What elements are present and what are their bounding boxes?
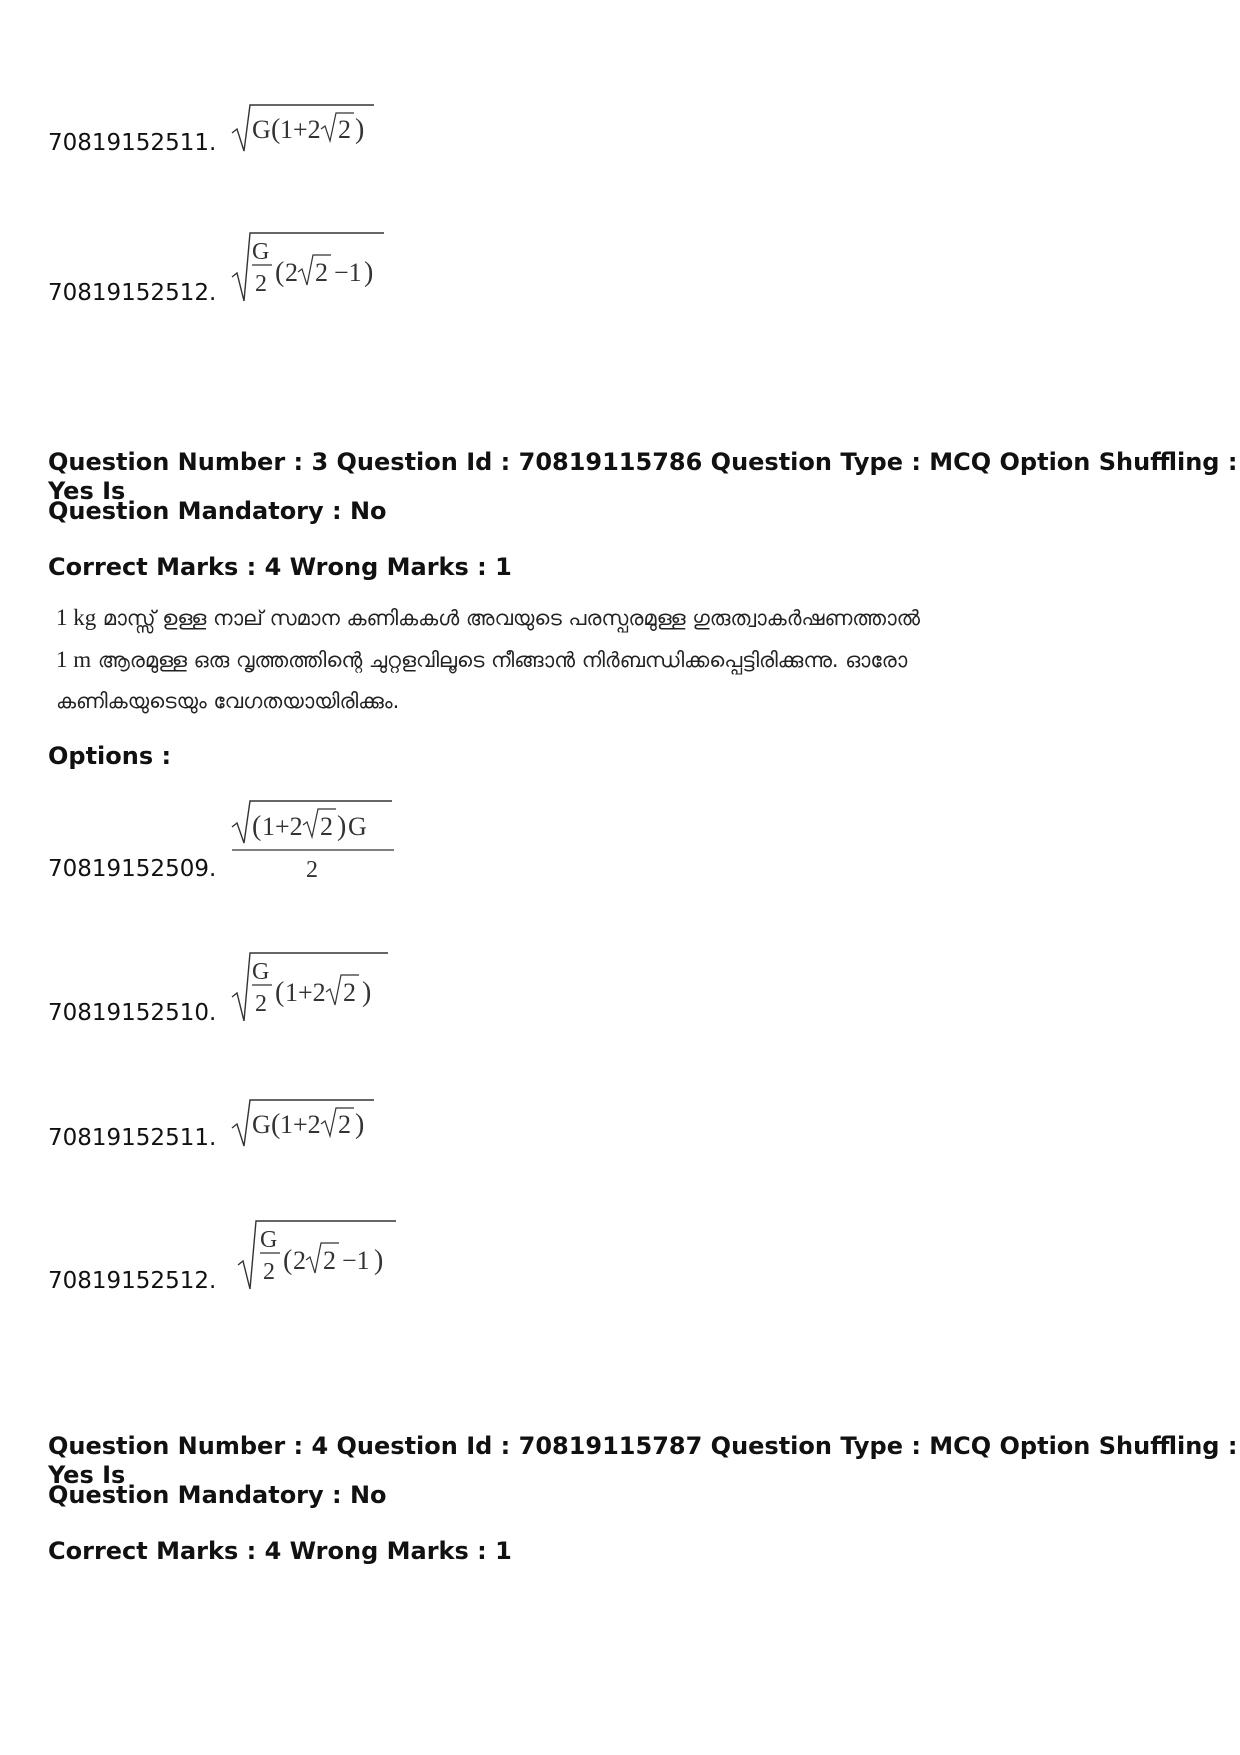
- svg-text:G: G: [252, 239, 270, 265]
- svg-text:(: (: [271, 114, 281, 145]
- svg-text:2: 2: [263, 1259, 276, 1285]
- option-id: 70819152510.: [48, 1000, 217, 1026]
- svg-text:(: (: [275, 257, 285, 288]
- svg-text:G: G: [252, 115, 272, 144]
- svg-text:2: 2: [293, 1246, 307, 1275]
- option-70819152511-top: [48, 95, 378, 155]
- q3-options-label: Options :: [48, 742, 172, 770]
- svg-text:1+2: 1+2: [280, 115, 321, 144]
- svg-text:(: (: [252, 811, 262, 842]
- svg-text:2: 2: [320, 812, 334, 841]
- svg-text:): ): [362, 977, 372, 1008]
- svg-text:): ): [364, 257, 374, 288]
- svg-text:(: (: [283, 1245, 293, 1276]
- option-id: 70819152512.: [48, 280, 217, 306]
- svg-text:1+2: 1+2: [285, 978, 326, 1007]
- svg-text:): ): [374, 1245, 384, 1276]
- q3-header-line2: Question Mandatory : No: [48, 497, 387, 525]
- svg-text:G: G: [252, 1110, 272, 1139]
- svg-text:(: (: [275, 977, 285, 1008]
- q3-text-line-2: 1 m ആരമുള്ള ഒരു വൃത്തത്തിന്റെ ചുറ്റളവിലൂടെ നീങ്ങാൻ നിർബന്ധിക്കപ്പെട്ടിരിക്കുന്നു. ഓരോ: [56, 647, 908, 672]
- q4-header-line2: Question Mandatory : No: [48, 1481, 387, 1509]
- option-id: 70819152511.: [48, 1125, 217, 1151]
- svg-text:2: 2: [343, 978, 357, 1007]
- svg-text:1+2: 1+2: [262, 812, 303, 841]
- option-id: 70819152511.: [48, 130, 217, 156]
- svg-text:2: 2: [285, 258, 299, 287]
- option-formula: [228, 795, 398, 881]
- q3-header-line1: Question Number : 3 Question Id : 70819115786 Question Type : MCQ Option Shuffling : Yes Is: [48, 448, 1238, 505]
- q4-header-line1: Question Number : 4 Question Id : 70819115787 Question Type : MCQ Option Shuffling : Yes Is: [48, 1432, 1238, 1489]
- svg-text:2: 2: [315, 258, 329, 287]
- svg-text:(: (: [271, 1109, 281, 1140]
- svg-text:G: G: [260, 1227, 278, 1253]
- svg-text:2: 2: [323, 1246, 337, 1275]
- svg-text:2: 2: [306, 857, 319, 881]
- svg-text:2: 2: [255, 991, 268, 1017]
- q3-marks: Correct Marks : 4 Wrong Marks : 1: [48, 553, 512, 581]
- option-formula: [228, 1090, 378, 1150]
- svg-text:): ): [355, 114, 365, 145]
- option-70819152510: [48, 945, 393, 1025]
- option-formula: [228, 95, 378, 155]
- option-id: 70819152512.: [48, 1268, 217, 1294]
- svg-text:2: 2: [338, 1110, 352, 1139]
- option-formula: [228, 225, 388, 305]
- q4-marks: Correct Marks : 4 Wrong Marks : 1: [48, 1537, 512, 1565]
- svg-text:): ): [337, 811, 347, 842]
- svg-text:1+2: 1+2: [280, 1110, 321, 1139]
- svg-text:2: 2: [338, 115, 352, 144]
- q3-text-line-1: 1 kg മാസ്സ് ഉള്ള നാല് സമാന കണികകൾ അവയുടെ പരസ്പരമുള്ള ഗുരുത്വാകർഷണത്താൽ: [56, 605, 921, 630]
- svg-text:G: G: [348, 812, 368, 841]
- option-70819152509: [48, 795, 398, 881]
- svg-text:): ): [355, 1109, 365, 1140]
- option-id: 70819152509.: [48, 856, 217, 882]
- option-formula: [228, 945, 393, 1025]
- option-70819152512-top: [48, 225, 388, 305]
- option-formula: [228, 1213, 403, 1293]
- q3-question-text: [56, 597, 920, 722]
- svg-text:G: G: [252, 959, 270, 985]
- svg-text:−1: −1: [334, 258, 362, 287]
- q3-text-line-3: കണികയുടെയും വേഗതയായിരിക്കും.: [56, 689, 400, 713]
- option-70819152512: [48, 1213, 403, 1293]
- svg-text:2: 2: [255, 271, 268, 297]
- option-70819152511: [48, 1090, 378, 1150]
- svg-text:−1: −1: [342, 1246, 370, 1275]
